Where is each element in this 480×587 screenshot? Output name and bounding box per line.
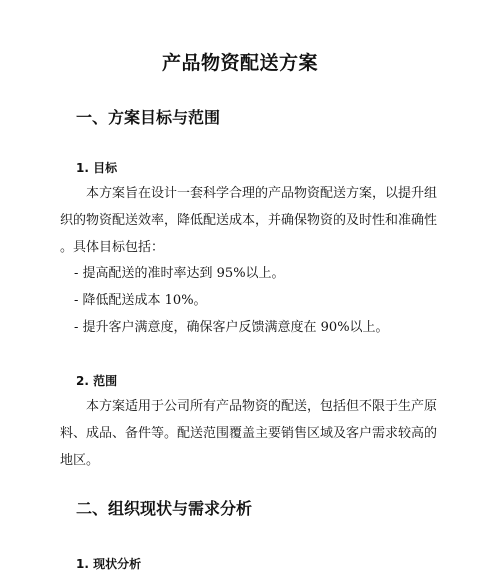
scope-paragraph [60, 393, 438, 474]
paragraph-line: 本方案旨在设计一套科学合理的产品物资配送方案，以提升组 [86, 186, 438, 201]
subsection-heading-goals: 1. 目标 [76, 161, 118, 175]
goals-paragraph [60, 180, 438, 261]
section-heading-org-analysis: 二、组织现状与需求分析 [76, 499, 253, 518]
paragraph-line: 织的物资配送效率，降低配送成本，并确保物资的及时性和准确性 [60, 213, 438, 228]
paragraph-line: 。具体目标包括： [60, 240, 165, 255]
subsection-heading-scope: 2. 范围 [76, 374, 118, 388]
goal-bullet-satisfaction: - 提升客户满意度，确保客户反馈满意度在 90%以上。 [74, 320, 389, 335]
goal-bullet-ontime-rate: - 提高配送的准时率达到 95%以上。 [74, 266, 285, 281]
paragraph-line: 地区。 [60, 453, 100, 468]
paragraph-line: 本方案适用于公司所有产品物资的配送，包括但不限于生产原 [86, 399, 438, 414]
paragraph-line: 料、成品、备件等。配送范围覆盖主要销售区域及客户需求较高的 [60, 426, 438, 441]
section-heading-goals-scope: 一、方案目标与范围 [76, 108, 221, 127]
subsection-heading-status: 1. 现状分析 [76, 557, 142, 571]
goal-bullet-cost-reduction: - 降低配送成本 10%。 [74, 293, 207, 308]
document-title: 产品物资配送方案 [161, 52, 318, 74]
